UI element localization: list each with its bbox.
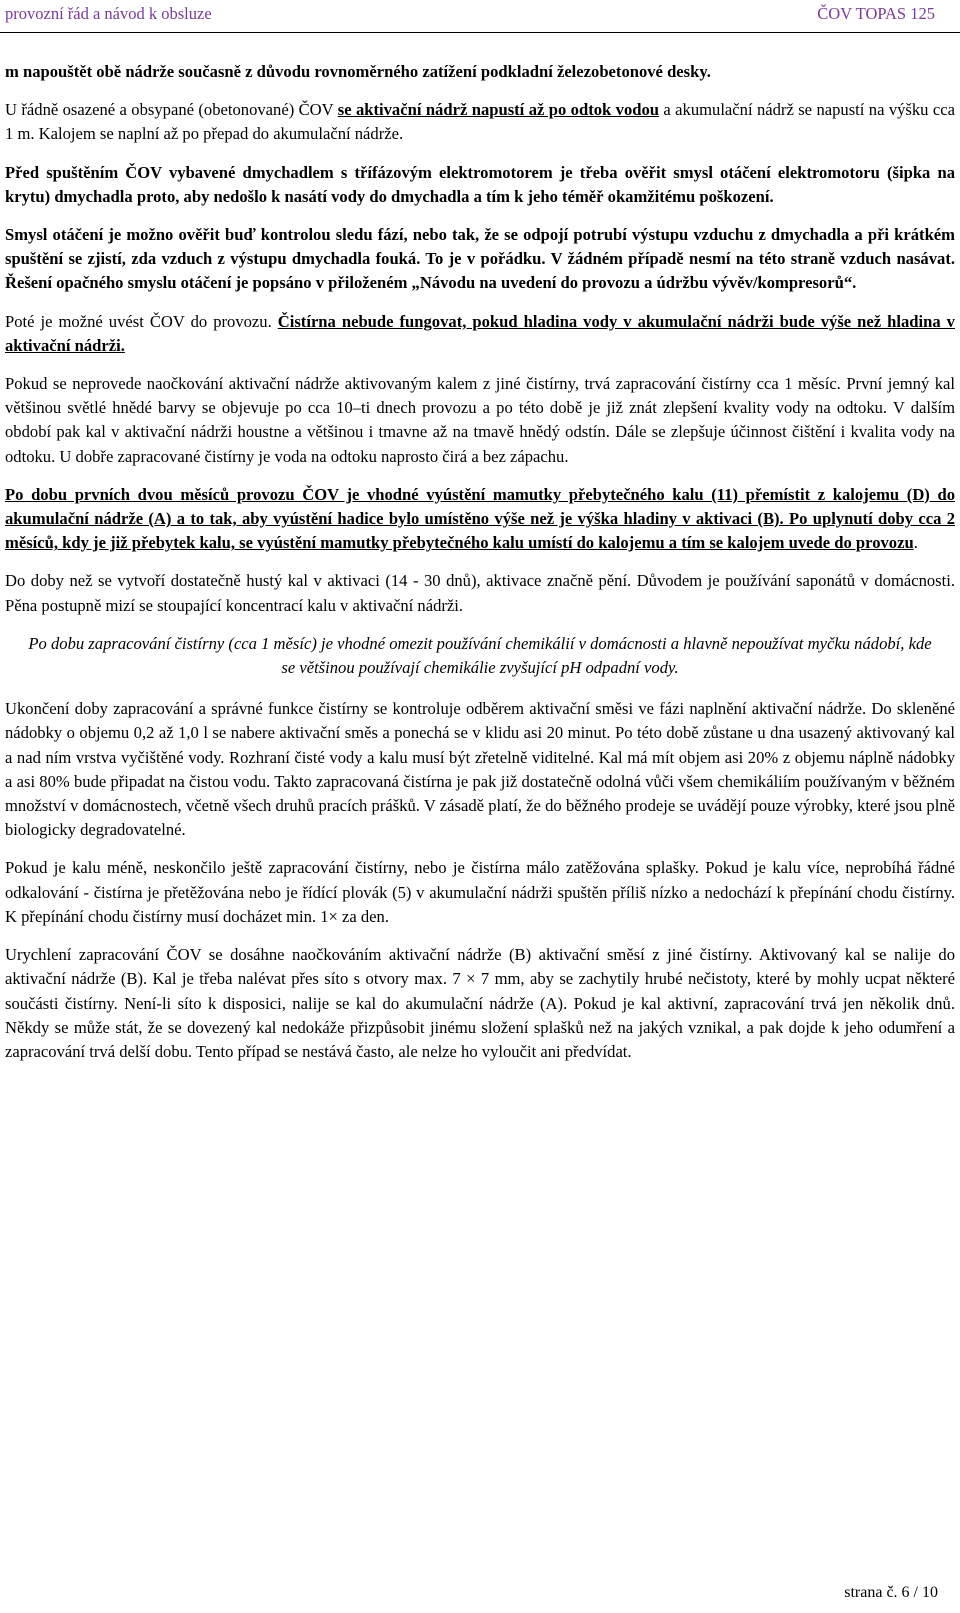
paragraph-foaming: Do doby než se vytvoří dostatečně hustý kal v aktivaci (14 - 30 dnů), aktivace značně pění. Důvodem je používání saponátů v domácnosti. Pěna postupně mizí se stoupající koncentrací kalu v aktivační nádrži. <box>5 571 955 615</box>
page-number: strana č. 6 / 10 <box>844 1584 938 1601</box>
page-header <box>0 0 960 33</box>
emphasis: Po dobu prvních dvou měsíců provozu ČOV je vhodné vyústění mamutky přebytečného kalu (11) přemístit z kalojemu (D) do akumulační nádrže (A) a to tak, aby vyústění hadice bylo umístěno výše než je výška hladiny v aktivaci (B). Po uplynutí doby cca 2 měsíců, kdy je již přebytek kalu, se vyústění mamutky přebytečného kalu umístí do kalojemu a tím se kalojem uvede do provozu <box>5 484 955 553</box>
emphasis: Čistírna nebude fungovat, pokud hladina vody v akumulační nádrži bude výše než hladina v aktivační nádrži. <box>5 311 955 355</box>
paragraph-blower-rotation-warning: Před spuštěním ČOV vybavené dmychadlem s třífázovým elektromotorem je třeba ověřit smysl otáčení elektromotoru (šipka na krytu) dmychadla proto, aby nedošlo k nasátí vody do dmychadla a tím k jeho téměř okamžitému poškození. <box>5 162 955 206</box>
paragraph-sludge-amount: Pokud je kalu méně, neskončilo ještě zapracování čistírny, nebo je čistírna málo zatěžována splašky. Pokud je kalu více, neprobíhá řádné odkalování - čistírna je přetěžována nebo je řídící plovák (5) v akumulační nádrži spuštěn příliš nízko a nedochází k přepínání chodu čistírny. K přepínání chodu čistírny musí docházet min. 1× za den. <box>5 858 955 926</box>
paragraph-rotation-check: Smysl otáčení je možno ověřit buď kontrolou sledu fází, nebo tak, že se odpojí potrubí výstupu vzduchu z dmychadla a při krátkém spuštění se zjistí, zda vzduch z výstupu dmychadla fouká. To je v pořádku. V žádném případě nesmí na této straně vzduch nasávat. Řešení opačného smyslu otáčení je popsáno v přiloženém „Návodu na uvedení do provozu a údržbu vývěv/kompresorů“. <box>5 225 955 293</box>
header-product-name: ČOV TOPAS 125 <box>817 4 935 23</box>
paragraph-sludge-test: Ukončení doby zapracování a správné funkce čistírny se kontroluje odběrem aktivační směsi ve fázi naplnění aktivační nádrže. Do skleněné nádobky o objemu 0,2 až 1,0 l se nabere aktivační směs a ponechá se v klidu asi 20 minut. Po této době zůstane u dna usazený aktivovaný kal a nad ním vrstva vyčištěné vody. Rozhraní čisté vody a kalu musí být zřetelně viditelné. Kal má mít objem asi 20% z objemu náplně nádobky a asi 80% bude připadat na čistou vodu. Takto zapracovaná čistírna je pak již dostatečně odolná vůči všem chemikáliím používaným v běžném množství v domácnostech, včetně všech druhů pracích prášků. V zásadě platí, že do běžného prodeje se uvádějí pouze výrobky, které jsou plně biologicky degradovatelné. <box>5 699 955 840</box>
text: Poté je možné uvést ČOV do provozu. <box>5 311 278 331</box>
header-document-title: provozní řád a návod k obsluze <box>5 4 212 23</box>
paragraph-chemical-note: Po dobu zapracování čistírny (cca 1 měsíc) je vhodné omezit používání chemikálií v domácnosti a hlavně nepoužívat myčku nádobí, kde se většinou používají chemikálie zvyšující pH odpadní vody. <box>28 633 932 678</box>
text: . <box>913 533 918 553</box>
paragraph-fill-both-tanks: m napouštět obě nádrže současně z důvodu rovnoměrného zatížení podkladní železobetonové desky. <box>5 62 711 81</box>
document-body <box>5 60 955 1078</box>
text: a akumulační nádrž se napustí na výšku cca 1 m. Kalojem se naplní až po přepad do akumulační nádrže. <box>5 100 955 144</box>
paragraph-break-in-period: Pokud se neprovede naočkování aktivační nádrže aktivovaným kalem z jiné čistírny, trvá zapracování čistírny cca 1 měsíc. První jemný kal většinou světlé hnědé barvy se objevuje po cca 10–ti dnech provozu a po této době je již znát zlepšení kvality vody na odtoku. V dalším období pak kal v aktivační nádrži houstne a většinou i tmavne až na tmavě hnědý odstín. Dále se zlepšuje účinnost čištění i kvalita vody na odtoku. U dobře zapracované čistírny je voda na odtoku naprosto čirá a bez zápachu. <box>5 374 955 466</box>
paragraph-sludge-pump-relocation <box>5 483 955 556</box>
text: U řádně osazené a obsypané (obetonované) ČOV <box>5 100 338 120</box>
emphasis: se aktivační nádrž napustí až po odtok vodou <box>337 100 659 120</box>
paragraph-start-operation <box>5 310 955 358</box>
paragraph-fill-procedure <box>5 98 955 146</box>
paragraph-inoculation: Urychlení zapracování ČOV se dosáhne naočkováním aktivační nádrže (B) aktivační směsí z jiné čistírny. Aktivovaný kal se nalije do aktivační nádrže (B). Kal je třeba nalévat přes síto s otvory max. 7 × 7 mm, aby se zachytily hrubé nečistoty, které by mohly ucpat některé součásti čistírny. Není-li síto k disposici, nalije se kal do akumulační nádrže (A). Pokud je kal aktivní, zapracování trvá jen několik dnů. Někdy se může stát, že se dovezený kal nedokáže přizpůsobit jinému složení splašků než na jakých vznikal, a pak dojde k jeho odumření a zapracování trvá delší dobu. Tento případ se nestává často, ale nelze ho vyloučit ani předvídat. <box>5 945 955 1061</box>
